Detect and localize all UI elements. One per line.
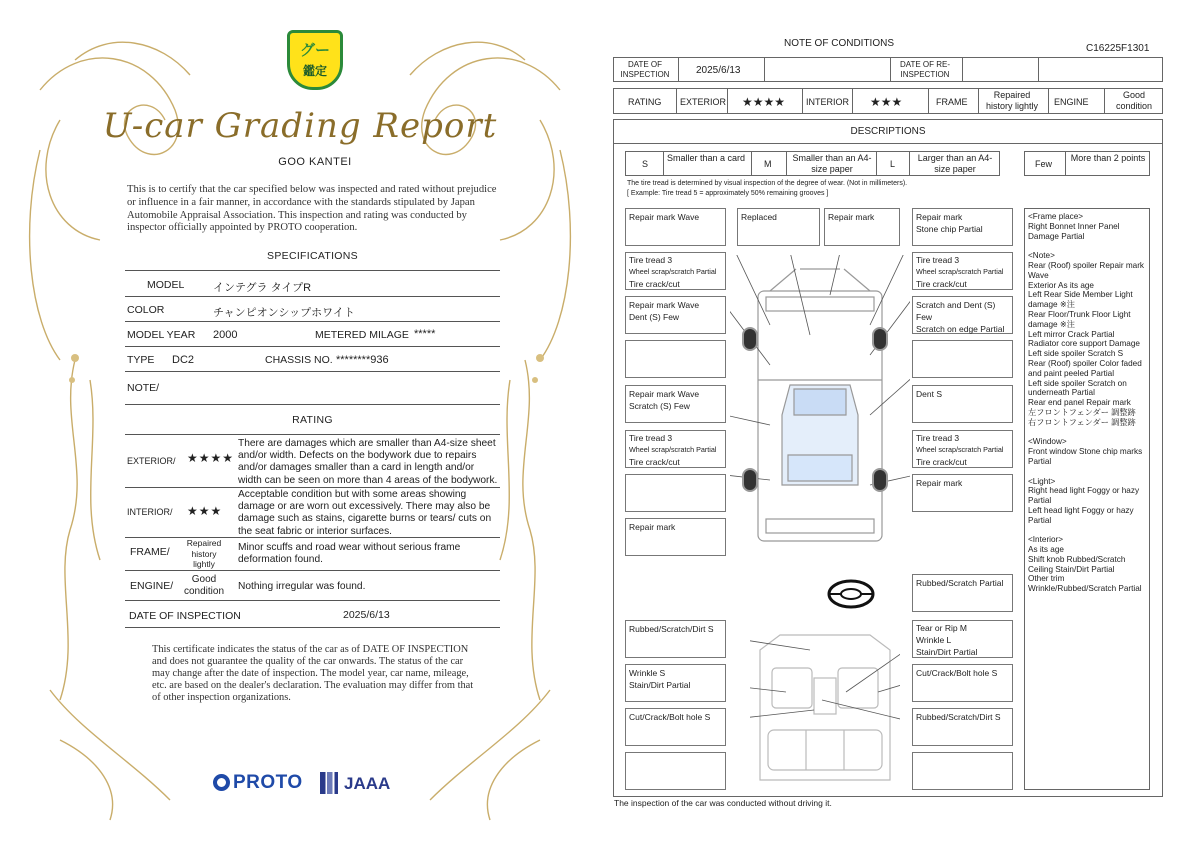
note-line: Left side spoiler Scratch on underneath Partial	[1028, 378, 1127, 398]
conditions-title: NOTE OF CONDITIONS	[784, 38, 894, 49]
note-line: Rear Floor/Trunk Floor Light damage ※注	[1028, 309, 1131, 329]
note-line	[1028, 467, 1148, 477]
interior-stars: ★★★	[187, 504, 223, 518]
interior-desc: Acceptable condition but with some areas showing damage or are worn out excessively. There may also be damage such as stains, cigarette burns or tears/ cuts on the seat fabric or interior surfaces.	[238, 489, 492, 537]
chassis-label: CHASSIS NO.	[265, 354, 333, 366]
note-line	[1028, 428, 1148, 438]
interior-left-1: Rubbed/Scratch/Dirt S	[625, 620, 726, 658]
interior-label: INTERIOR/	[127, 507, 173, 517]
interior-right-1: Tear or Rip M Wrinkle L Stain/Dirt Partial	[912, 620, 1013, 658]
interior-right-4	[912, 752, 1013, 790]
rating-row	[613, 88, 1163, 114]
note-line: Rear (Roof) spoiler Color faded and paint peeled Partial	[1028, 358, 1142, 378]
exterior-label: EXTERIOR/	[127, 456, 176, 466]
note-line: Left side spoiler Scratch S	[1028, 349, 1124, 359]
note-line: As its age	[1028, 545, 1064, 555]
mark-right-2: Tire tread 3 Wheel scrap/scratch Partial Tire crack/cut	[912, 252, 1013, 290]
model-value: インテグラ タイプR	[213, 282, 312, 294]
date-of-reinspection-label: DATE OF RE-INSPECTION	[899, 60, 951, 79]
mark-left-3: Repair mark Wave Dent (S) Few	[625, 296, 726, 334]
mark-left-6: Tire tread 3 Wheel scrap/scratch Partial Tire crack/cut	[625, 430, 726, 468]
note-line: Right Bonnet Inner Panel Damage Partial	[1028, 221, 1120, 241]
rear-right-tyre-icon	[872, 468, 888, 492]
rating-exterior-label: EXTERIOR	[680, 97, 727, 107]
rating-engine-label: ENGINE	[1054, 97, 1089, 107]
few-legend	[1024, 151, 1150, 176]
report-title: U-car Grading Report	[102, 106, 498, 146]
conditions-code: C16225F1301	[1086, 43, 1150, 54]
model-year-label: MODEL YEAR	[127, 329, 196, 341]
jaaa-logo-text: JAAA	[344, 774, 391, 793]
rear-left-tyre-icon	[742, 468, 758, 492]
note-line: Right head light Foggy or hazy Partial	[1028, 486, 1140, 506]
note-line: 左フロントフェンダー 調整跡	[1028, 407, 1136, 417]
legend-few: Few	[1035, 159, 1053, 169]
badge-bottom-text: 鑑定	[302, 64, 327, 78]
mark-steering: Rubbed/Scratch Partial	[912, 574, 1013, 612]
type-label: TYPE	[127, 354, 155, 366]
certificate-footer-text: This certificate indicates the status of the car as of DATE OF INSPECTION and does not guarantee the quality of the car onwards. The status of the car may change after the date of inspection. The model year, car name, mileage, etc. are based on the dealer's declaration. The evaluation may differ from that of other inspection organizations.	[152, 644, 474, 703]
descriptions-heading: DESCRIPTIONS	[613, 120, 1163, 144]
note-line: Other trim	[1028, 574, 1065, 584]
date-inspection-value: 2025/6/13	[343, 609, 390, 621]
frame-label: FRAME/	[130, 546, 170, 558]
rating-heading: RATING	[292, 414, 333, 426]
frame-desc: Minor scuffs and road wear without serious frame deformation found.	[238, 542, 461, 566]
note-line	[1028, 526, 1148, 536]
rating-interior-stars: ★★★	[870, 95, 903, 109]
note-line: Radiator core support Damage	[1028, 339, 1140, 349]
car-exterior-diagram	[730, 255, 910, 555]
note-line: <Interior>	[1028, 535, 1064, 545]
mark-left-7	[625, 474, 726, 512]
note-line: Shift knob Rubbed/Scratch	[1028, 554, 1126, 564]
exterior-stars: ★★★★	[187, 451, 235, 465]
chassis-value: ********936	[336, 354, 389, 366]
model-label: MODEL	[147, 279, 185, 291]
note-line: <Light>	[1028, 476, 1056, 486]
note-line: Rear (Roof) spoiler Repair mark Wave	[1028, 260, 1145, 280]
note-line: Exterior As its age	[1028, 280, 1094, 290]
notes-list	[1028, 212, 1148, 594]
interior-right-2: Cut/Crack/Bolt hole S	[912, 664, 1013, 702]
jaaa-logo-icon	[320, 772, 338, 794]
legend-few-desc: More than 2 points	[1070, 153, 1146, 163]
note-line: Left mirror Crack Partial	[1028, 329, 1115, 339]
note-line: Rear end panel Repair mark	[1028, 398, 1131, 408]
note-line: Left head light Foggy or hazy Partial	[1028, 505, 1134, 525]
interior-left-4	[625, 752, 726, 790]
date-of-inspection-value: 2025/6/13	[696, 65, 741, 76]
note-line: <Window>	[1028, 437, 1067, 447]
date-inspection-label: DATE OF INSPECTION	[129, 610, 241, 622]
goo-kantei-badge-icon	[287, 30, 343, 90]
legend-m: M	[764, 159, 772, 169]
mark-left-2: Tire tread 3 Wheel scrap/scratch Partial Tire crack/cut	[625, 252, 726, 290]
note-line: <Note>	[1028, 251, 1055, 261]
legend-l: L	[890, 159, 896, 169]
frame-value: Repaired history lightly	[186, 538, 222, 569]
mark-top-1: Replaced	[737, 208, 820, 246]
mark-right-7: Repair mark	[912, 474, 1013, 512]
report-subtitle: GOO KANTEI	[278, 156, 352, 168]
rating-exterior-stars: ★★★★	[742, 95, 786, 109]
rating-frame-value: Repaired history lightly	[985, 90, 1039, 111]
interior-left-3: Cut/Crack/Bolt hole S	[625, 708, 726, 746]
badge-top-text: グー	[299, 42, 330, 59]
date-of-inspection-label: DATE OF INSPECTION	[620, 60, 670, 79]
mileage-value: *****	[414, 328, 436, 340]
date-row	[613, 57, 1163, 82]
mark-left-4	[625, 340, 726, 378]
mark-left-8: Repair mark	[625, 518, 726, 556]
legend-s: S	[642, 159, 649, 169]
engine-value: Good condition	[183, 574, 225, 597]
note-line: 右フロントフェンダー 調整跡	[1028, 417, 1136, 427]
interior-left-2: Wrinkle S Stain/Dirt Partial	[625, 664, 726, 702]
legend-s-desc: Smaller than a card	[666, 153, 746, 163]
model-year-value: 2000	[213, 329, 238, 341]
color-label: COLOR	[127, 304, 165, 316]
engine-label: ENGINE/	[130, 580, 174, 592]
car-interior-diagram	[750, 630, 900, 790]
rating-engine-value: Good condition	[1115, 90, 1153, 111]
note-line: Front window Stone chip marks Partial	[1028, 447, 1143, 466]
color-value: チャンピオンシップホワイト	[213, 307, 355, 319]
specifications-heading: SPECIFICATIONS	[267, 250, 358, 262]
legend-l-desc: Larger than an A4-size paper	[917, 153, 993, 174]
steering-wheel-icon	[826, 578, 876, 610]
note-label: NOTE/	[127, 382, 160, 394]
size-legend	[625, 151, 1000, 176]
mileage-label: METERED MILAGE	[315, 329, 409, 341]
note-line	[1028, 241, 1148, 251]
conditions-footer: The inspection of the car was conducted without driving it.	[614, 798, 832, 808]
proto-logo-text: PROTO	[233, 772, 303, 793]
legend-m-desc: Smaller than an A4-size paper	[792, 153, 872, 174]
proto-logo-icon	[213, 774, 230, 791]
note-line: Left Rear Side Member Light damage ※注	[1028, 290, 1133, 310]
mark-right-6: Tire tread 3 Wheel scrap/scratch Partial Tire crack/cut	[912, 430, 1013, 468]
front-right-tyre-icon	[872, 327, 888, 351]
note-line: <Frame place>	[1028, 212, 1084, 221]
notes-panel	[1024, 208, 1150, 790]
mark-right-4	[912, 340, 1013, 378]
mark-top-2: Repair mark	[824, 208, 900, 246]
certify-text: This is to certify that the car specified below was inspected and rated without prejudice or influence in a fair manner, in accordance with the standards stipulated by Japan Automobile Appraisal Association. This inspection and rating was conducted by inspector officially appointed by PROTO cooperation.	[127, 184, 497, 234]
mark-right-3: Scratch and Dent (S) Few Scratch on edge Partial	[912, 296, 1013, 334]
type-value: DC2	[172, 354, 195, 366]
tire-note-2: [ Example: Tire tread 5 = approximately 50% remaining grooves ]	[627, 190, 829, 197]
rating-frame-label: FRAME	[936, 97, 968, 107]
exterior-desc: There are damages which are smaller than A4-size sheet and/or width. Defects on the bodywork due to repairs and/or damages smaller than a card in length and/or width can be seen on more than 4 areas of the bodywork.	[238, 438, 498, 486]
tire-note-1: The tire tread is determined by visual inspection of the degree of wear. (Not in millimeters).	[627, 180, 908, 187]
front-left-tyre-icon	[742, 327, 758, 351]
rating-row-label: RATING	[628, 97, 662, 107]
mark-right-1: Repair mark Stone chip Partial	[912, 208, 1013, 246]
note-line: Ceiling Stain/Dirt Partial	[1028, 564, 1115, 574]
engine-desc: Nothing irregular was found.	[238, 581, 366, 592]
interior-right-3: Rubbed/Scratch/Dirt S	[912, 708, 1013, 746]
mark-right-5: Dent S	[912, 385, 1013, 423]
note-line: Wrinkle/Rubbed/Scratch Partial	[1028, 584, 1142, 594]
mark-left-1: Repair mark Wave	[625, 208, 726, 246]
mark-left-5: Repair mark Wave Scratch (S) Few	[625, 385, 726, 423]
rating-interior-label: INTERIOR	[806, 97, 850, 107]
